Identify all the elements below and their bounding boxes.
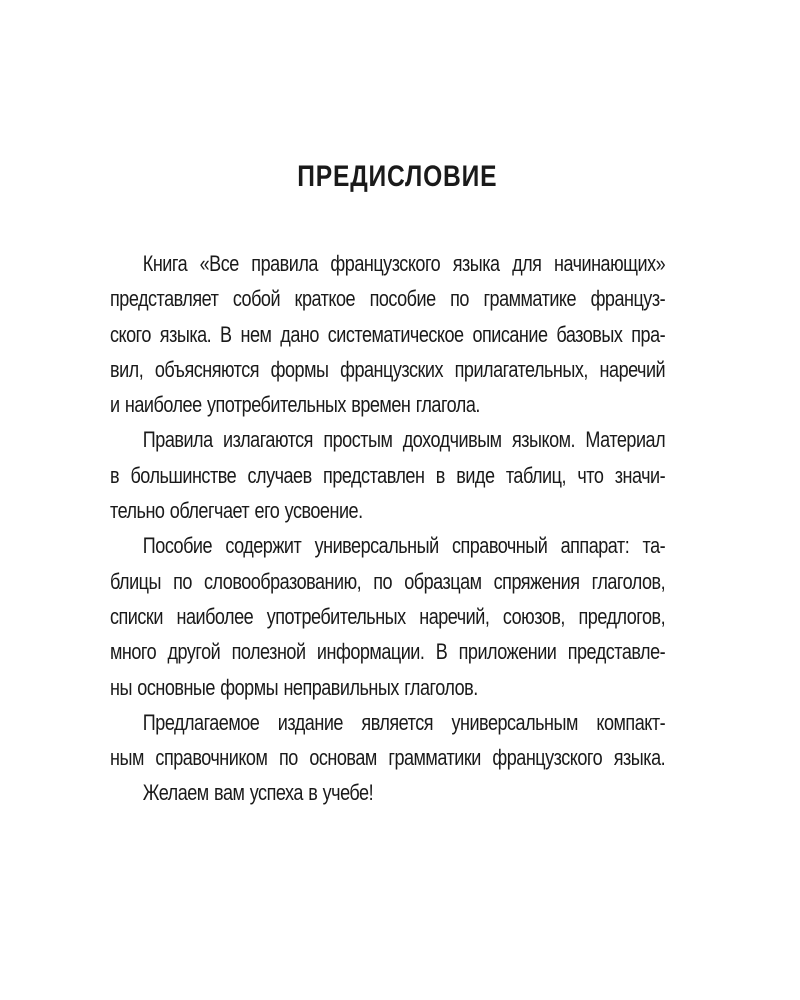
text-line: в большинстве случаев представлен в виде таблиц, что значи- <box>110 462 666 488</box>
text-line: Пособие содержит универсальный справочный аппарат: та- <box>142 533 666 559</box>
preface-body <box>110 246 665 811</box>
paragraph-3 <box>110 528 665 704</box>
text-line: ского языка. В нем дано систематическое описание базовых пра- <box>110 321 666 347</box>
text-line: ным справочником по основам грамматики французского языка. <box>110 745 666 771</box>
text-line: и наиболее употребительных времен глагола. <box>110 392 480 418</box>
paragraph-1 <box>110 246 665 422</box>
text-line: списки наиболее употребительных наречий, союзов, предлогов, <box>110 603 666 629</box>
text-line: Правила излагаются простым доходчивым языком. Материал <box>142 427 666 453</box>
paragraph-2 <box>110 422 665 528</box>
text-line: Книга «Все правила французского языка для начинающих» <box>142 251 666 276</box>
text-line: представляет собой краткое пособие по грамматике француз- <box>110 286 666 312</box>
text-line: тельно облегчает его усвоение. <box>110 498 363 524</box>
paragraph-5 <box>110 775 665 810</box>
text-line: ны основные формы неправильных глаголов. <box>110 674 478 700</box>
text-line: Предлагаемое издание является универсальным компакт- <box>142 709 666 735</box>
text-line: блицы по словообразованию, по образцам спряжения глаголов, <box>110 568 666 594</box>
page-title: ПРЕДИСЛОВИЕ <box>297 160 498 193</box>
paragraph-4 <box>110 705 665 776</box>
text-line: вил, объясняются формы французских прилагательных, наречий <box>110 356 666 382</box>
text-line: Желаем вам успеха в учебе! <box>142 780 374 806</box>
text-line: много другой полезной информации. В приложении представле- <box>110 639 666 665</box>
